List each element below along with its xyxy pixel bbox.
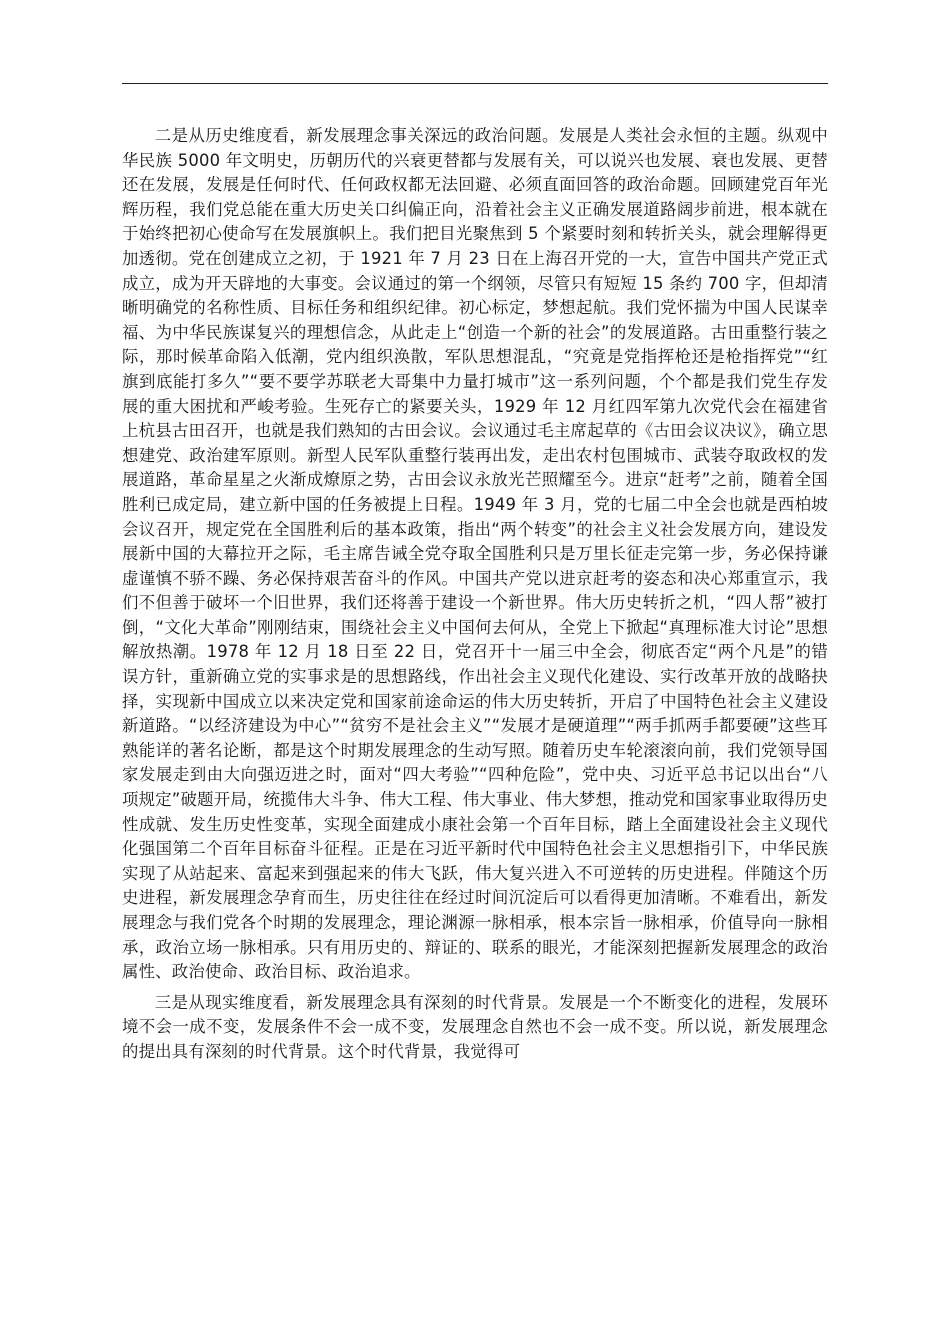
paragraph-practical-dimension: 三是从现实维度看，新发展理念具有深刻的时代背景。发展是一个不断变化的进程，发展环境不会一成不变，发展条件不会一成不变，发展理念自然也不会一成不变。所以说，新发展理念的提出具有深刻的时代背景。这个时代背景，我觉得可 (122, 992, 828, 1061)
paragraph-historical-dimension: 二是从历史维度看，新发展理念事关深远的政治问题。发展是人类社会永恒的主题。纵观中华民族 5000 年文明史，历朝历代的兴衰更替都与发展有关，可以说兴也发展、衰也发展、更替还在发展，发展是任何时代、任何政权都无法回避、必须直面回答的政治命题。回顾建党百年光辉历程，我们党总能在重大历史关口纠偏正向，沿着社会主义正确发展道路阔步前进，根本就在于始终把初心使命写在发展旗帜上。我们把目光聚焦到 5 个紧要时刻和转折关头，就会理解得更加透彻。党在创建成立之初，于 1921 年 7 月 23 日在上海召开党的一大，宣告中国共产党正式成立，成为开天辟地的大事变。会议通过的第一个纲领，尽管只有短短 15 条约 700 字，但却清晰明确党的名称性质、目标任务和组织纪律。初心标定，梦想起航。我们党怀揣为中国人民谋幸福、为中华民族谋复兴的理想信念，从此走上“创造一个新的社会”的发展道路。古田重整行装之际，那时候革命陷入低潮，党内组织涣散，军队思想混乱，“究竟是党指挥枪还是枪指挥党”“红旗到底能打多久”“要不要学苏联老大哥集中力量打城市”这一系列问题，个个都是我们党生存发展的重大困扰和严峻考验。生死存亡的紧要关头，1929 年 12 月红四军第九次党代会在福建省上杭县古田召开，也就是我们熟知的古田会议。会议通过毛主席起草的《古田会议决议》，确立思想建党、政治建军原则。新型人民军队重整行装再出发，走出农村包围城市、武装夺取政权的发展道路，革命星星之火渐成燎原之势，古田会议永放光芒照耀至今。进京“赶考”之前，随着全国胜利已成定局，建立新中国的任务被提上日程。1949 年 3 月，党的七届二中全会也就是西柏坡会议召开，规定党在全国胜利后的基本政策，指出“两个转变”的社会主义社会发展方向，建设发展新中国的大幕拉开之际，毛主席告诫全党夺取全国胜利只是万里长征走完第一步，务必保持谦虚谨慎不骄不躁、务必保持艰苦奋斗的作风。中国共产党以进京赶考的姿态和决心郑重宣示，我们不但善于破坏一个旧世界，我们还将善于建设一个新世界。伟大历史转折之机，“四人帮”被打倒，“文化大革命”刚刚结束，围绕社会主义中国何去何从，全党上下掀起“真理标准大讨论”思想解放热潮。1978 年 12 月 18 日至 22 日，党召开十一届三中全会，彻底否定“两个凡是”的错误方针，重新确立党的实事求是的思想路线，作出社会主义现代化建设、实行改革开放的战略抉择，实现新中国成立以来决定党和国家前途命运的伟大历史转折，开启了中国特色社会主义建设新道路。“以经济建设为中心”“贫穷不是社会主义”“发展才是硬道理”“两手抓两手都要硬”这些耳熟能详的著名论断，都是这个时期发展理念的生动写照。随着历史车轮滚滚向前，我们党领导国家发展走到由大向强迈进之时，面对“四大考验”“四种危险”，党中央、习近平总书记以出台“八项规定”破题开局，统揽伟大斗争、伟大工程、伟大事业、伟大梦想，推动党和国家事业取得历史性成就、发生历史性变革，实现全面建成小康社会第一个百年目标，踏上全面建设社会主义现代化强国第二个百年目标奋斗征程。正是在习近平新时代中国特色社会主义思想指引下，中华民族实现了从站起来、富起来到强起来的伟大飞跃，伟大复兴进入不可逆转的历史进程。伴随这个历史进程，新发展理念孕育而生，历史往往在经过时间沉淀后可以看得更加清晰。不难看出，新发展理念与我们党各个时期的发展理念，理论渊源一脉相承，根本宗旨一脉相承，价值导向一脉相承，政治立场一脉相承。只有用历史的、辩证的、联系的眼光，才能深刻把握新发展理念的政治属性、政治使命、政治目标、政治追求。 (122, 126, 828, 982)
header-rule (122, 83, 828, 84)
document-body (122, 124, 828, 1071)
